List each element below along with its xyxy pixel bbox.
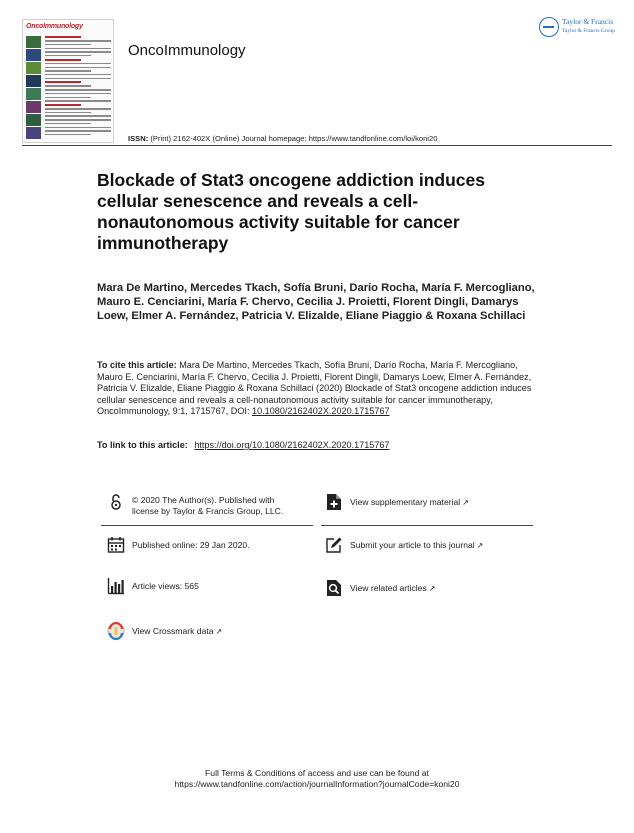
footer-line-1: Full Terms & Conditions of access and use can be found at (205, 768, 429, 778)
footer-terms-link[interactable]: https://www.tandfonline.com/action/journalInformation?journalCode=koni20 (174, 779, 460, 790)
cover-title: OncoImmunology (26, 23, 83, 30)
external-link-icon: ↗ (215, 627, 223, 636)
published-online-text: Published online: 29 Jan 2020. (132, 540, 250, 550)
cover-contents-lines (45, 36, 111, 138)
citation-doi-link[interactable]: 10.1080/2162402X.2020.1715767 (252, 406, 390, 417)
citation-label: To cite this article: (97, 360, 177, 370)
issn-label: ISSN: (128, 134, 149, 143)
publisher-logo[interactable] (539, 16, 619, 40)
link-label: To link to this article: (97, 440, 188, 450)
bar-chart-icon (107, 577, 125, 595)
article-authors: Mara De Martino, Mercedes Tkach, Sofía Bruni, Darío Rocha, María F. Mercogliano, Mauro E. Cenciarini, María F. Chervo, Cecilia J. Proietti, Florent Dingli, Damarys Loew, Elmer A. Fernández, Patricia V. Elizalde, Eliane Piaggio & Roxana Schillaci (97, 282, 535, 323)
license-line-1: © 2020 The Author(s). Published with (132, 495, 275, 505)
info-divider-left (101, 525, 313, 526)
article-views-text: Article views: 565 (132, 581, 199, 591)
footer-terms (0, 768, 634, 791)
journal-cover-thumbnail (22, 19, 114, 143)
external-link-icon: ↗ (462, 498, 469, 507)
publisher-line-1: Taylor & Francis (562, 17, 614, 26)
publisher-text (562, 18, 615, 35)
publisher-globe-icon (539, 17, 559, 37)
edit-icon (325, 536, 343, 554)
submit-text: Submit your article to this journal (350, 540, 475, 550)
info-divider-right (321, 525, 533, 526)
journal-name: OncoImmunology (128, 42, 246, 59)
open-access-icon (107, 493, 125, 511)
search-document-icon (325, 579, 343, 597)
citation-text: Mara De Martino, Mercedes Tkach, Sofía Bruni, Darío Rocha, María F. Mercogliano, Mauro E. Cenciarini, María F. Chervo, Cecilia J. Proietti, Florent Dingli, Damarys Loew, Elmer A. Fernández, Patricia V. Elizalde, Eliane Piaggio & Roxana Schillaci (2020) Blockade of Stat3 oncogene addiction induces cellular senescence and reveals a cell-nonautonomous activity suitable for cancer immunotherapy, OncoImmunology, 9:1, 1715767, DOI: (97, 360, 532, 417)
link-to-article (97, 440, 390, 450)
related-text: View related articles (350, 583, 427, 593)
article-title: Blockade of Stat3 oncogene addiction induces cellular senescence and reveals a cell-nonautonomous activity suitable for cancer immunotherapy (97, 170, 485, 253)
journal-homepage-link[interactable]: https://www.tandfonline.com/loi/koni20 (308, 134, 438, 143)
crossmark-icon (107, 622, 125, 640)
citation-block (97, 360, 541, 418)
header-divider (22, 145, 612, 146)
external-link-icon: ↗ (476, 541, 484, 550)
crossmark-text: View Crossmark data (132, 626, 214, 636)
article-doi-url[interactable]: https://doi.org/10.1080/2162402X.2020.1715767 (194, 440, 390, 450)
publisher-line-2: Taylor & Francis Group (562, 27, 615, 34)
license-line-2: license by Taylor & Francis Group, LLC. (132, 505, 284, 516)
cover-image-strip (26, 36, 41, 140)
calendar-icon (107, 536, 125, 554)
add-document-icon (325, 493, 343, 511)
external-link-icon: ↗ (428, 584, 436, 593)
supplementary-text: View supplementary material (350, 497, 461, 507)
issn-value: (Print) 2162-402X (Online) Journal homepage: (150, 134, 307, 143)
issn-line (128, 134, 437, 143)
